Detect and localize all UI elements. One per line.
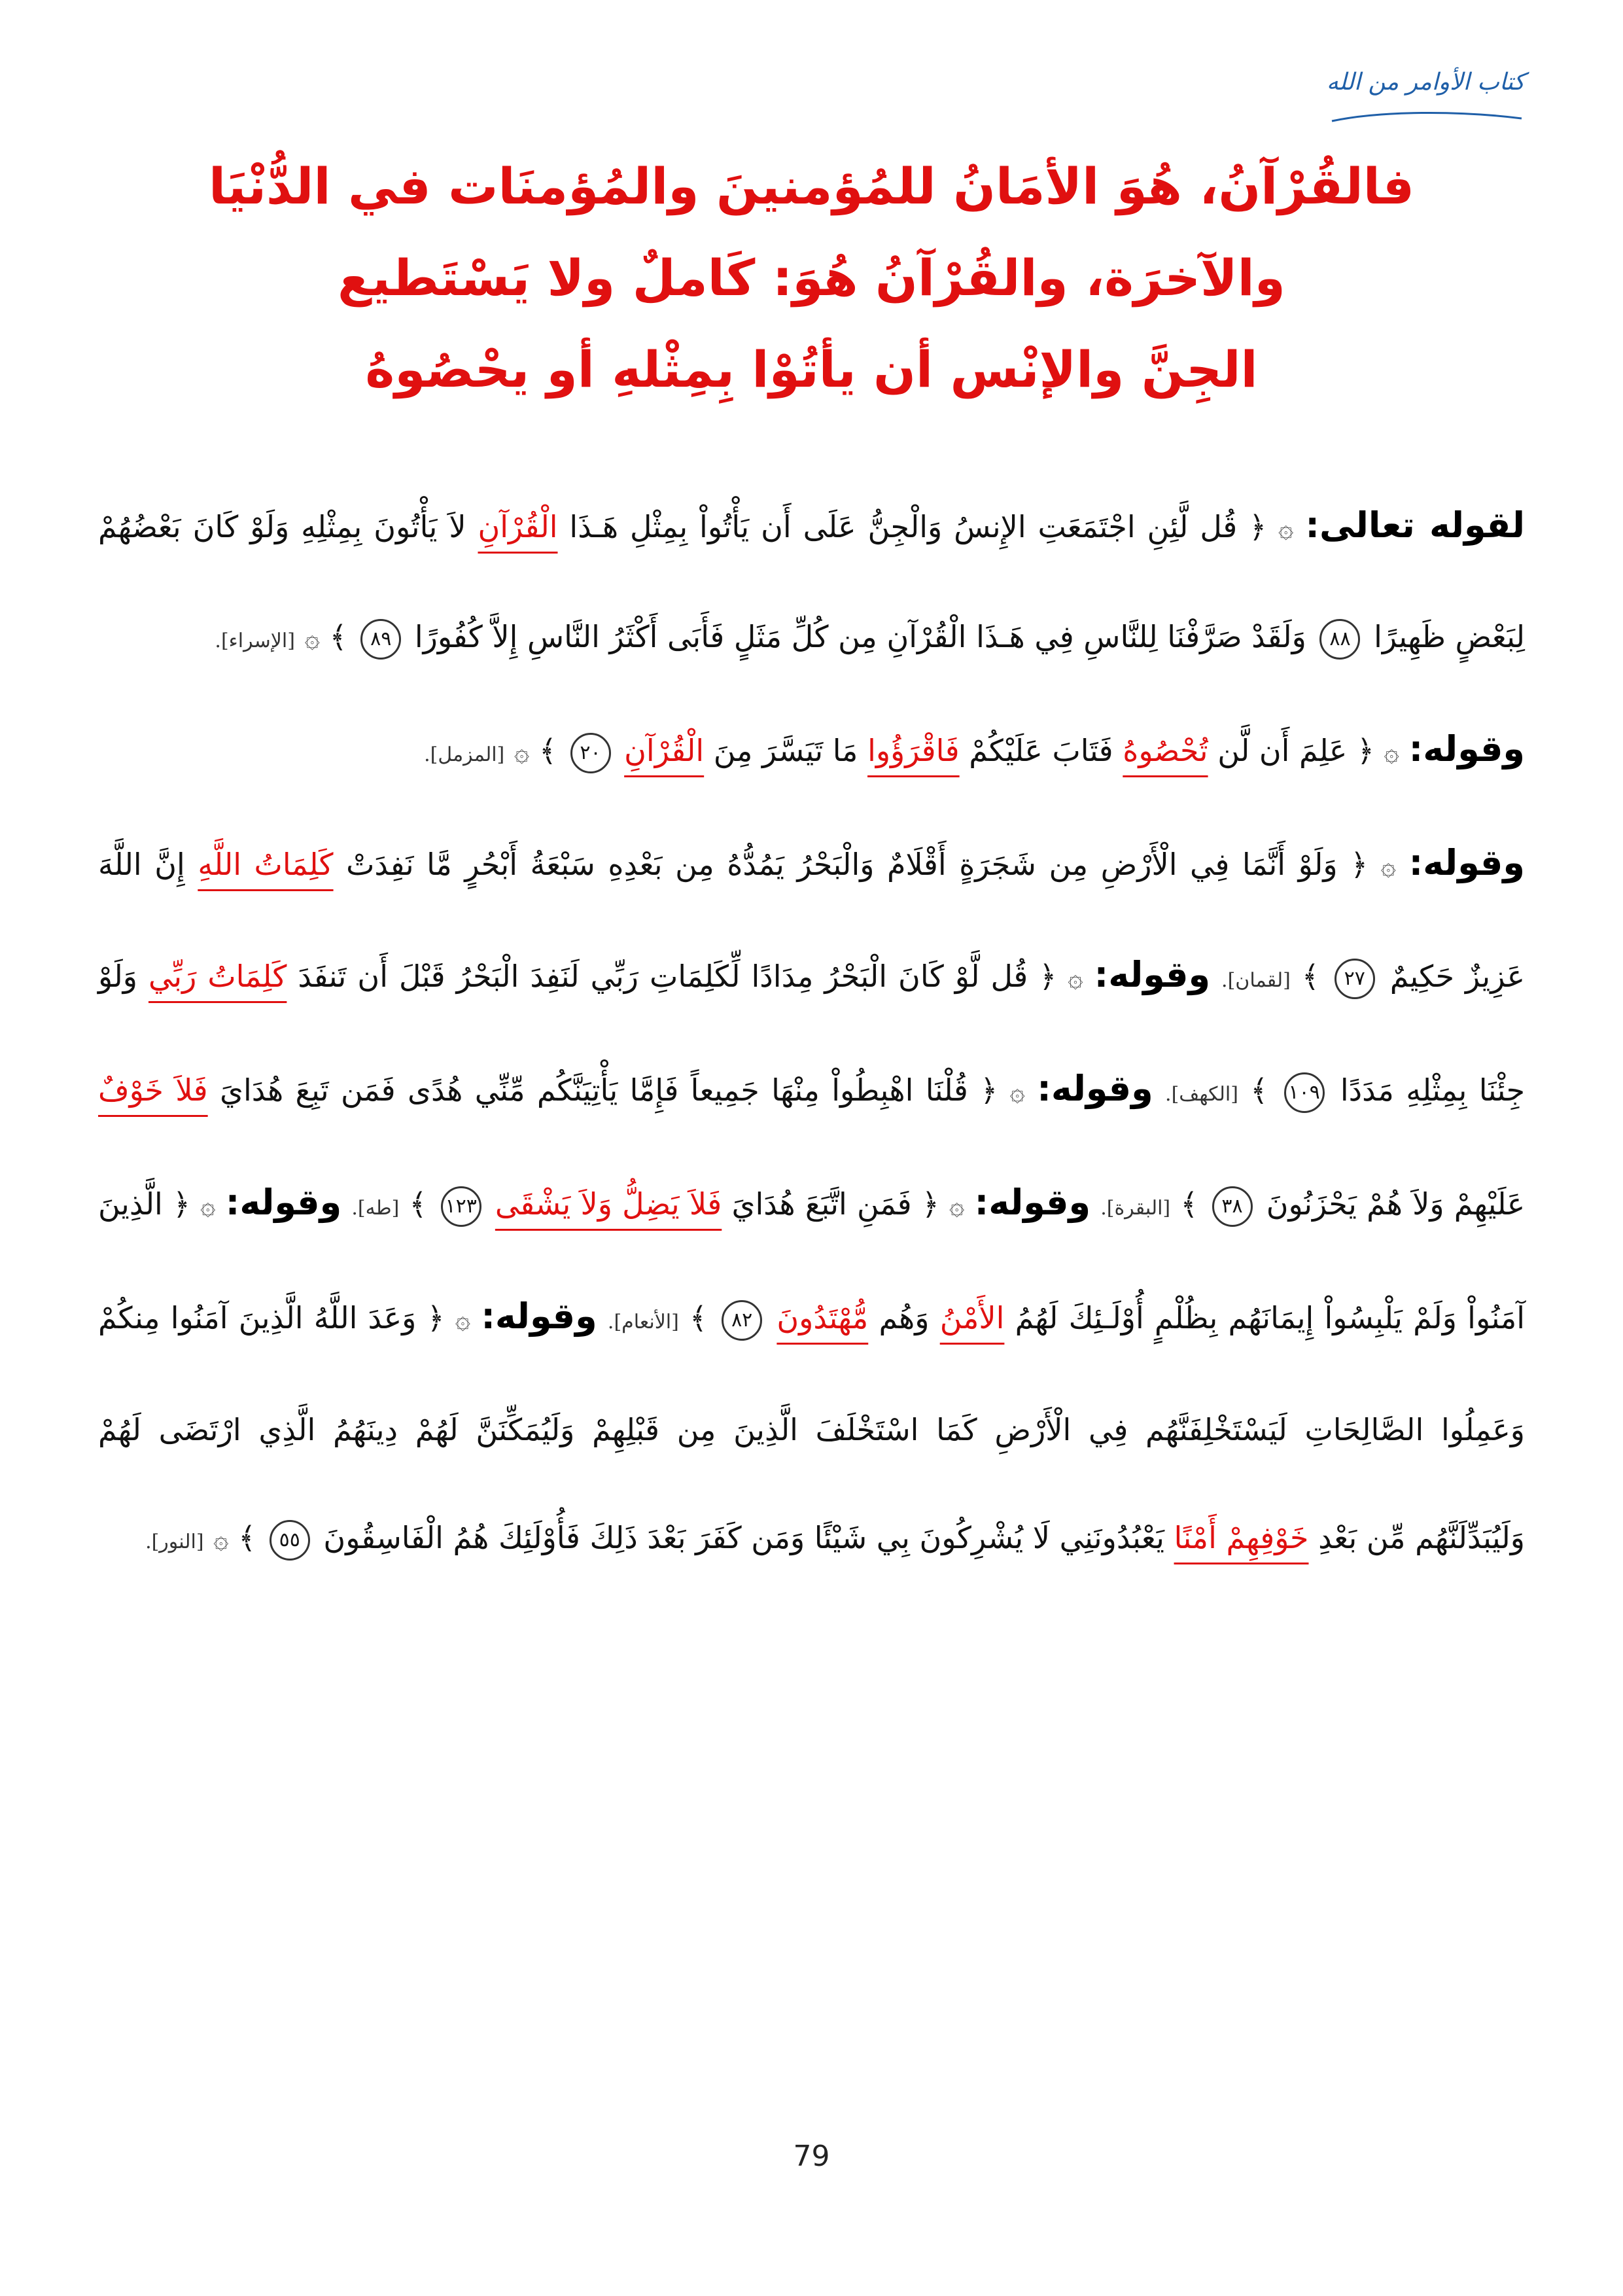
verse-text: قُل لَّوْ كَانَ الْبَحْرُ مِدَادًا لِّكَلِمَاتِ رَبِّي لَنَفِدَ الْبَحْرُ قَبْلَ أَن تَنفَدَ [298, 959, 1028, 994]
close-bracket: ﴾ [689, 1300, 707, 1335]
surah-source: [الكهف]. [1165, 1083, 1238, 1106]
surah-source: [الإسراء]. [215, 629, 295, 652]
ayah-number: ٣٨ [1212, 1186, 1253, 1227]
title-line-2: والآخرَة، والقُرْآنُ هُوَ: كَاملٌ ولا يَسْتَطيع [338, 249, 1285, 307]
highlight-text: الْقُرْآنِ [478, 509, 558, 544]
surah-source: [النور]. [145, 1530, 204, 1553]
verse-text: وَلَوْ أَنَّمَا فِي الْأَرْضِ مِن شَجَرَةٍ أَقْلَامٌ وَالْبَحْرُ يَمُدُّهُ مِن بَعْدِهِ سَبْعَةُ أَبْحُرٍ مَّا نَفِدَتْ [346, 847, 1338, 882]
ornament-star-icon: ۞ [1009, 1077, 1025, 1107]
ornament-star-icon: ۞ [514, 737, 530, 768]
verse-lead: لقوله تعالى: [1305, 504, 1525, 546]
close-bracket: ﴾ [409, 1186, 427, 1222]
ayah-number: ٢٧ [1335, 959, 1375, 999]
ayah-number: ٨٨ [1319, 619, 1360, 660]
open-bracket: ﴿ [1350, 847, 1369, 882]
verse-lead: وقوله: [974, 1182, 1091, 1223]
verse-text: وَلَقَدْ صَرَّفْنَا لِلنَّاسِ فِي هَـذَا الْقُرْآنِ مِن كُلِّ مَثَلٍ فَأَبَى أَكْثَرُ النَّاسِ إِلاَّ كُفُورًا [414, 619, 1306, 654]
close-bracket: ﴾ [1180, 1186, 1198, 1222]
verse-text: عَلَيْهِمْ وَلاَ هُمْ يَحْزَنُونَ [1266, 1186, 1526, 1222]
verse-lead: وقوله: [1408, 728, 1525, 769]
close-bracket: ﴾ [538, 733, 557, 768]
open-bracket: ﴿ [427, 1300, 445, 1335]
verse-text: قُلْنَا اهْبِطُواْ مِنْهَا جَمِيعاً فَإِمَّا يَأْتِيَنَّكُم مِّنِّي هُدًى فَمَن تَبِعَ هُدَايَ [220, 1072, 968, 1108]
verse-text: فَمَنِ اتَّبَعَ هُدَايَ [731, 1186, 912, 1222]
highlight-text: تُحْصُوهُ [1123, 733, 1208, 768]
verse-text: وَعَدَ اللَّهُ الَّذِينَ آمَنُوا مِنكُمْ وَعَمِلُوا الصَّالِحَاتِ لَيَسْتَخْلِفَنَّهُم فِي الْأَرْضِ كَمَا اسْتَخْلَفَ الَّذِينَ مِن قَبْلِهِمْ وَلَيُمَكِّنَنَّ لَهُمْ دِينَهُمُ الَّذِي ارْتَضَى لَهُمْ وَلَيُبَدِّلَنَّهُم مِّن بَعْدِ [98, 1300, 1525, 1555]
verse-text: لاَ يَأْتُونَ بِمِثْلِهِ وَلَوْ كَانَ بَعْضُهُمْ لِبَعْضٍ ظَهِيرًا [98, 509, 1525, 654]
highlight-text: خَوْفِهِمْ أَمْنًا [1174, 1520, 1309, 1555]
open-bracket: ﴿ [1039, 959, 1057, 994]
title-line-3: الجِنَّ والإنْس أن يأتُوْا بِمِثْلهِ أو يحْصُوهُ [365, 340, 1258, 398]
close-bracket: ﴾ [1301, 959, 1319, 994]
verse-text: قُل لَّئِنِ اجْتَمَعَتِ الإِنسُ وَالْجِنُّ عَلَى أَن يَأْتُواْ بِمِثْلِ هَـذَا [569, 509, 1238, 544]
surah-source: [الأنعام]. [607, 1311, 679, 1333]
ayah-number: ٨٢ [722, 1300, 762, 1341]
highlight-text: فَاقْرَؤُوا [867, 733, 960, 768]
book-logo-text: كتاب الأوامر من الله [1326, 69, 1525, 96]
verse-text: وَهُم [879, 1300, 930, 1335]
ayah-number: ٢٠ [570, 733, 611, 773]
ayah-number: ٨٩ [360, 619, 401, 660]
ornament-star-icon: ۞ [455, 1305, 471, 1335]
surah-source: [البقرة]. [1100, 1197, 1171, 1220]
verse-block-isra [98, 471, 1525, 695]
highlight-text: كَلِمَاتُ رَبِّي [148, 959, 287, 994]
page-number: 79 [793, 2140, 830, 2173]
verse-block-muzzammil [98, 695, 1525, 809]
verses-body [98, 471, 1525, 1596]
open-bracket: ﴿ [172, 1186, 190, 1222]
title-line-1: فالقُرْآنُ، هُوَ الأمَانُ للمُؤمنينَ والمُؤمنَات في الدُّنْيَا [208, 157, 1415, 215]
verse-lead: وقوله: [1037, 1068, 1153, 1109]
open-bracket: ﴿ [921, 1186, 939, 1222]
highlight-text: فَلاَ خَوْفٌ [98, 1072, 208, 1108]
ayah-number: ١٠٩ [1284, 1072, 1325, 1113]
highlight-text: كَلِمَاتُ اللَّهِ [198, 847, 334, 882]
ornament-star-icon: ۞ [1380, 851, 1397, 881]
open-bracket: ﴿ [1249, 509, 1267, 544]
highlight-text: الْقُرْآنِ [624, 733, 705, 768]
verse-block-group [98, 809, 1525, 1596]
verse-lead: وقوله: [1408, 842, 1525, 883]
surah-source: [المزمل]. [424, 743, 505, 766]
verse-text: مَا تَيَسَّرَ مِنَ [713, 733, 858, 768]
open-bracket: ﴿ [980, 1072, 998, 1108]
verse-lead: وقوله: [481, 1296, 597, 1337]
highlight-text: مُّهْتَدُونَ [777, 1300, 869, 1335]
close-bracket: ﴾ [238, 1520, 256, 1555]
ayah-number: ٥٥ [270, 1520, 310, 1561]
surah-source: [طه]. [351, 1197, 400, 1220]
verse-text: إِنَّ اللَّهَ عَزِيزٌ حَكِيمٌ [98, 847, 1526, 994]
close-bracket: ﴾ [1250, 1072, 1268, 1108]
highlight-text: فَلاَ يَضِلُّ وَلاَ يَشْقَى [495, 1186, 722, 1222]
verse-lead: وقوله: [225, 1182, 342, 1223]
open-bracket: ﴿ [1356, 733, 1374, 768]
surah-source: [لقمان]. [1221, 969, 1291, 992]
ornament-star-icon: ۞ [200, 1191, 216, 1221]
verse-lead: وقوله: [1094, 954, 1211, 995]
ornament-star-icon: ۞ [1384, 737, 1399, 768]
ornament-star-icon: ۞ [1068, 963, 1083, 993]
verse-text: فَتَابَ عَلَيْكُمْ [969, 733, 1113, 768]
ornament-star-icon: ۞ [1278, 514, 1294, 544]
highlight-text: الأَمْنُ [939, 1300, 1005, 1335]
verse-text: وَلَوْ جِئْنَا بِمِثْلِهِ مَدَدًا [98, 959, 1525, 1108]
ornament-star-icon: ۞ [213, 1525, 229, 1555]
verse-text: عَلِمَ أَن لَّن [1217, 733, 1348, 768]
book-logo [1309, 69, 1525, 128]
ayah-number: ١٢٣ [441, 1186, 481, 1227]
logo-swash-icon [1329, 109, 1525, 126]
page-title [170, 141, 1453, 415]
ornament-star-icon: ۞ [304, 624, 321, 654]
verse-text: الَّذِينَ آمَنُواْ وَلَمْ يَلْبِسُواْ إِيمَانَهُم بِظُلْمٍ أُوْلَـئِكَ لَهُمُ [98, 1186, 1526, 1335]
ornament-star-icon: ۞ [949, 1191, 965, 1221]
close-bracket: ﴾ [329, 619, 347, 654]
verse-text: يَعْبُدُونَنِي لَا يُشْرِكُونَ بِي شَيْئًا وَمَن كَفَرَ بَعْدَ ذَلِكَ فَأُوْلَئِكَ هُمُ الْفَاسِقُونَ [323, 1520, 1164, 1555]
